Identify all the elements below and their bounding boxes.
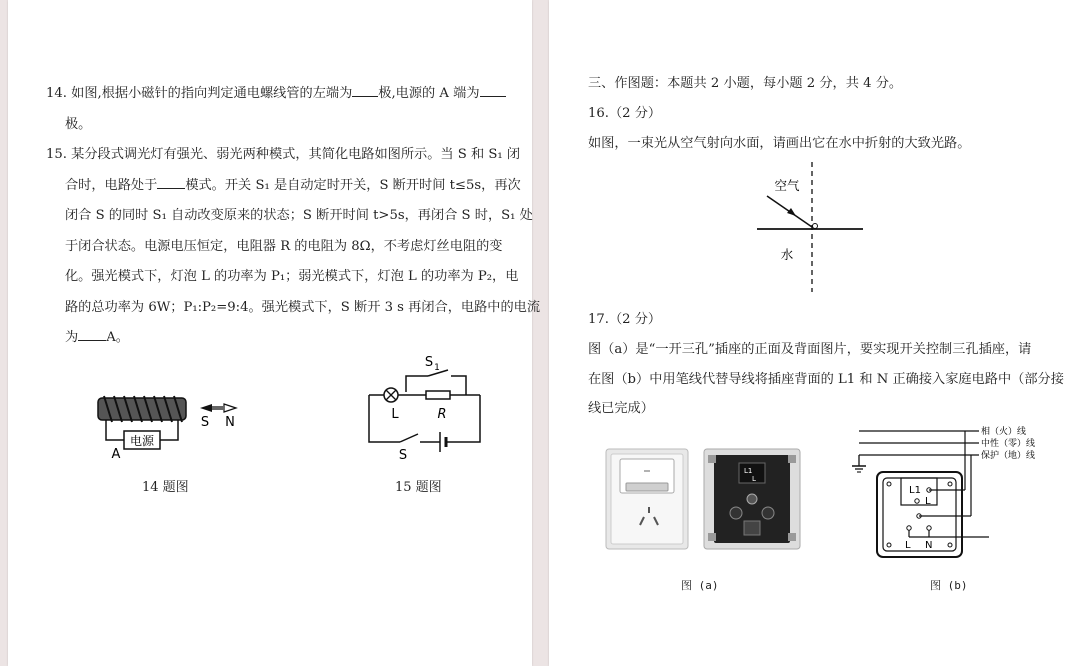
needle-s-label: S: [200, 415, 210, 430]
neutral-wire-label: 中性（零）线: [981, 439, 1036, 449]
terminal-n-label: N: [925, 540, 933, 551]
resistor-symbol: [426, 391, 450, 399]
svg-text:L: L: [752, 475, 756, 483]
q14-text: 14. 如图,根据小磁针的指向判定通电螺线管的左端为: [46, 86, 353, 101]
figure-a-socket-photos: [604, 447, 804, 552]
water-label: 水: [780, 247, 794, 262]
question-15: [46, 140, 540, 354]
q16-text: 如图，一束光从空气射向水面，请画出它在水中折射的大致光路。: [588, 136, 971, 151]
ground-wire-label: 保护（地）线: [981, 451, 1036, 461]
q15-line-2b: 模式。开关 S₁ 是自动定时开关，S 断开时间 t≤5s，再次: [185, 177, 521, 193]
right-page: [549, 0, 1080, 666]
q15-line-3: 闭合 S 的同时 S₁ 自动改变原来的状态；S 断开时间 t>5s，再闭合 S 时，S₁ 处: [65, 208, 533, 223]
switch-s1-label: S: [424, 355, 434, 370]
q15-blank-1[interactable]: [157, 174, 185, 189]
air-label: 空气: [774, 178, 800, 193]
q15-blank-2[interactable]: [78, 326, 106, 341]
terminal-a-label: A: [111, 447, 121, 462]
needle-n-label: N: [225, 415, 235, 430]
figure-14-solenoid: [88, 390, 248, 465]
switch-s-label: S: [398, 448, 408, 460]
lamp-label: L: [391, 407, 399, 422]
resistor-label: R: [437, 407, 447, 422]
terminal-l1-label: L1: [909, 485, 921, 496]
left-page: [8, 0, 541, 666]
live-wire-label: 相（火）线: [981, 427, 1027, 437]
terminal-l-label: L: [925, 496, 931, 507]
q14-text-3: 极。: [65, 116, 92, 132]
power-source-label: 电源: [129, 434, 155, 448]
q17-line-3: 线已完成）: [588, 401, 654, 416]
q14-text-2: 极,电源的 A 端为: [378, 86, 480, 101]
figure-16-refraction: [739, 160, 879, 295]
figure-b-wiring: [849, 424, 1054, 564]
figure-a-caption: 图 (a): [681, 579, 719, 592]
switch-s1-subscript: 1: [434, 363, 440, 373]
q16-header: 16.（2 分）: [588, 106, 662, 121]
q17-header: 17.（2 分）: [588, 312, 662, 327]
section-header: 三、作图题：本题共 2 小题，每小题 2 分，共 4 分。: [588, 76, 903, 91]
q15-line-6: 路的总功率为 6W；P₁:P₂=9:4。强光模式下，S 断开 3 s 再闭合，电路中的电流: [65, 299, 541, 315]
q15-line-7a: 为: [65, 330, 79, 345]
question-14: [46, 79, 506, 140]
q15-line-4: 于闭合状态。电源电压恒定，电阻器 R 的电阻为 8Ω，不考虑灯丝电阻的变: [65, 238, 503, 254]
figure-14-caption: 14 题图: [142, 480, 189, 495]
terminal-l[interactable]: [915, 499, 919, 503]
svg-text:L1: L1: [744, 467, 753, 475]
q14-blank-2[interactable]: [480, 82, 506, 97]
q15-line-2a: 合时，电路处于: [65, 177, 158, 193]
q15-line-5: 化。强光模式下，灯泡 L 的功率为 P₁；弱光模式下，灯泡 L 的功率为 P₂，电: [65, 269, 519, 284]
q14-blank-1[interactable]: [352, 82, 378, 97]
figure-15-caption: 15 题图: [395, 480, 442, 495]
terminal-n[interactable]: [927, 526, 931, 530]
q17-line-2: 在图（b）中用笔线代替导线将插座背面的 L1 和 N 正确接入家庭电路中（部分接: [588, 372, 1064, 387]
terminal-l-bottom[interactable]: [907, 526, 911, 530]
q15-line-1: 15. 某分段式调光灯有强光、弱光两种模式，其简化电路如图所示。当 S 和 S₁ 闭: [46, 147, 521, 162]
q15-line-7b: A。: [106, 330, 129, 345]
figure-b-caption: 图 (b): [930, 579, 968, 592]
terminal-l-bottom-label: L: [905, 540, 911, 551]
figure-15-circuit: [356, 350, 481, 460]
q17-line-1: 图（a）是“一开三孔”插座的正面及背面图片，要实现开关控制三孔插座，请: [588, 342, 1032, 357]
